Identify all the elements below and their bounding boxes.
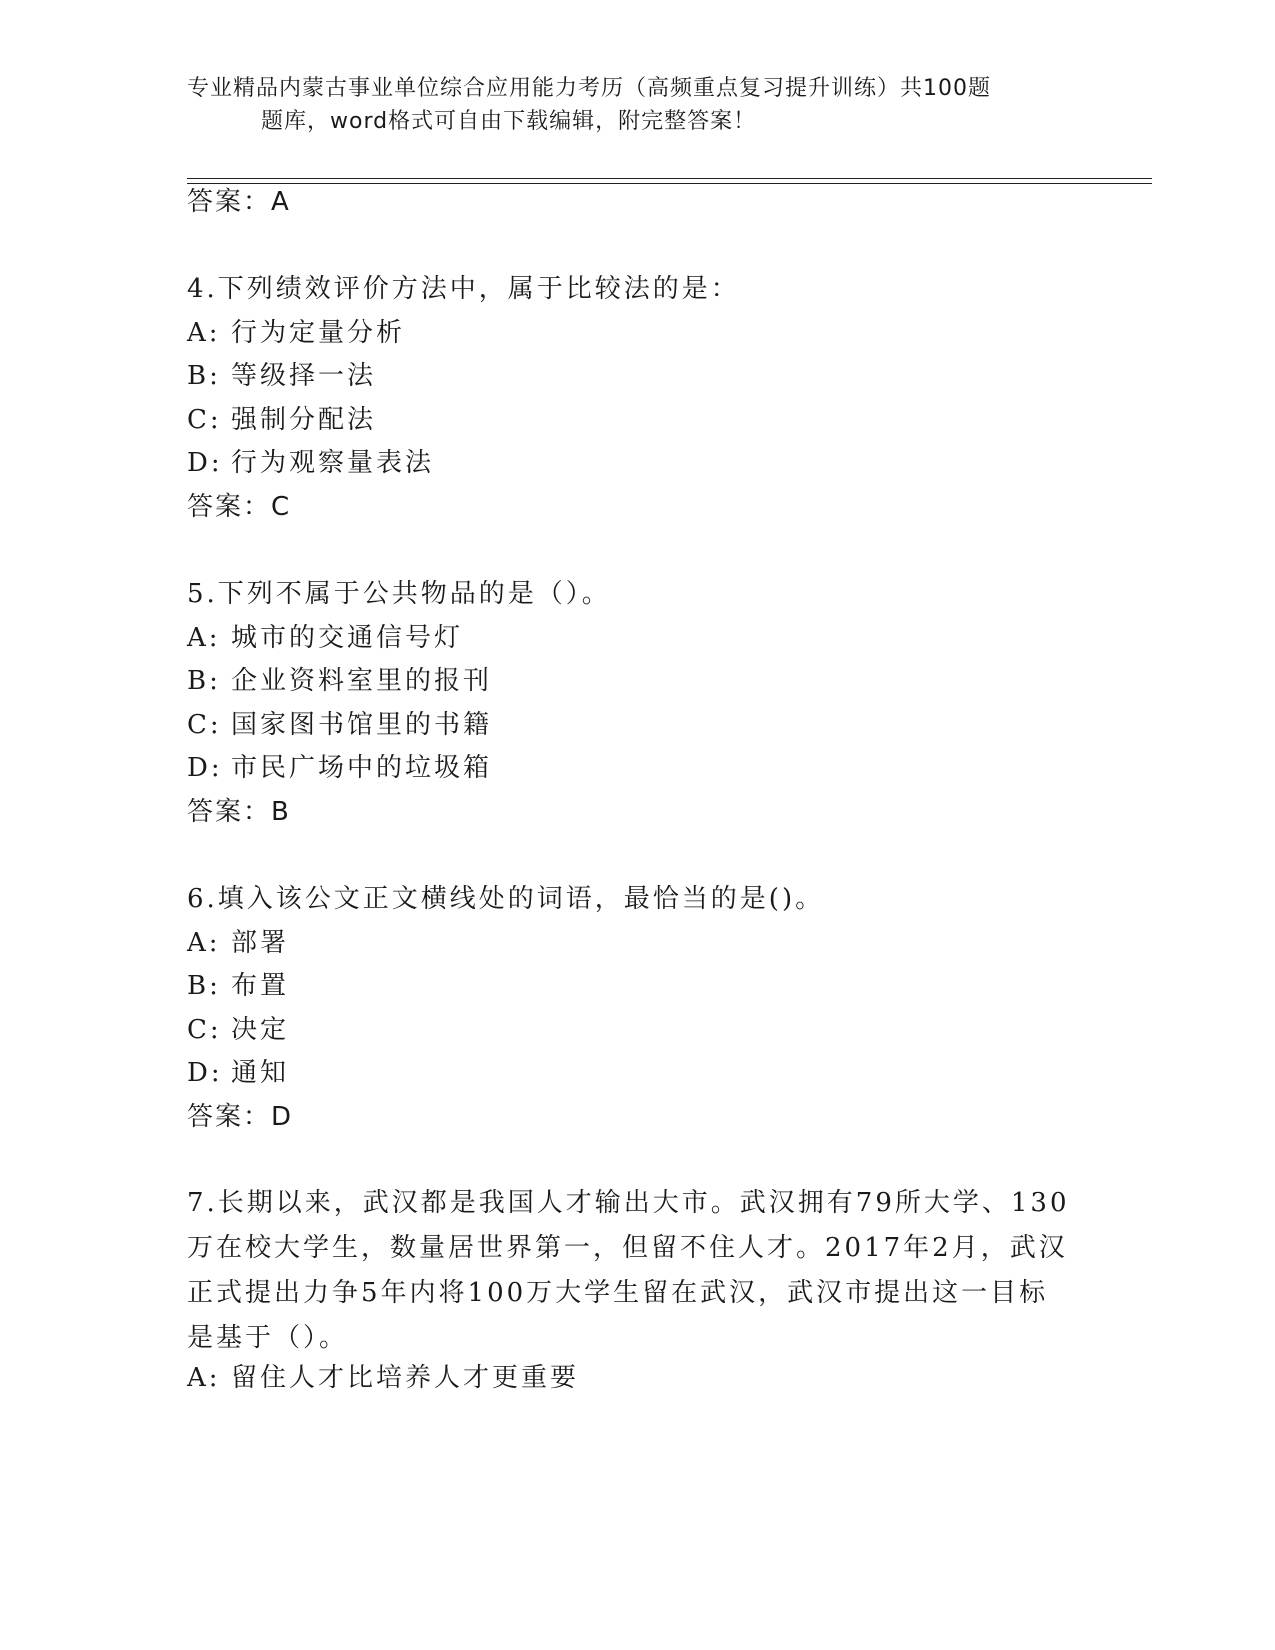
question-4-stem: 4.下列绩效评价方法中，属于比较法的是：: [187, 274, 740, 304]
header-title-line1: 专业精品内蒙古事业单位综合应用能力考历（高频重点复习提升训练）共100题: [187, 76, 991, 101]
question-6-option-d: [187, 1057, 289, 1089]
question-4-option-b: [187, 360, 376, 392]
option-key: A:: [187, 318, 221, 348]
option-text: 部署: [231, 928, 290, 958]
question-7-option-a: [187, 1362, 579, 1394]
question-4-option-a: [187, 317, 405, 349]
question-5-option-d: [187, 752, 492, 784]
option-text: 布置: [231, 971, 290, 1001]
option-key: A:: [187, 623, 221, 653]
option-text: 行为观察量表法: [231, 448, 435, 478]
option-key: C:: [187, 710, 222, 740]
question-7-stem-line: 正式提出力争5年内将100万大学生留在武汉，武汉市提出这一目标: [187, 1278, 1049, 1308]
header-title-line2: 题库，word格式可自由下载编辑，附完整答案！: [261, 109, 757, 134]
question-5-option-c: [187, 709, 492, 741]
option-text: 强制分配法: [231, 405, 377, 435]
option-key: B:: [187, 971, 221, 1001]
option-text: 行为定量分析: [231, 318, 406, 348]
option-text: 国家图书馆里的书籍: [231, 710, 493, 740]
option-key: B:: [187, 361, 221, 391]
option-text: 留住人才比培养人才更重要: [231, 1363, 580, 1393]
question-4-option-d: [187, 447, 434, 479]
header-divider-bottom: [187, 183, 1152, 184]
option-text: 城市的交通信号灯: [231, 623, 464, 653]
question-7-stem: [187, 1181, 1070, 1361]
question-5-option-b: [187, 665, 492, 697]
question-6-answer: 答案：D: [187, 1102, 294, 1132]
question-7-stem-line: 万在校大学生，数量居世界第一，但留不住人才。2017年2月，武汉: [187, 1233, 1068, 1263]
question-4-answer: 答案：C: [187, 492, 292, 522]
option-key: D:: [187, 753, 223, 783]
question-6-option-c: [187, 1014, 289, 1046]
option-text: 等级择一法: [231, 361, 377, 391]
option-key: C:: [187, 1015, 222, 1045]
question-5-stem: 5.下列不属于公共物品的是（）。: [187, 579, 611, 609]
answer-previous: 答案：A: [187, 187, 291, 217]
question-4-option-c: [187, 404, 376, 436]
option-key: B:: [187, 666, 221, 696]
document-header: [187, 72, 1067, 138]
question-5-answer: 答案：B: [187, 797, 291, 827]
question-7-stem-line: 7.长期以来，武汉都是我国人才输出大市。武汉拥有79所大学、130: [187, 1188, 1070, 1218]
option-text: 通知: [231, 1058, 290, 1088]
question-6-option-a: [187, 927, 289, 959]
option-key: C:: [187, 405, 222, 435]
option-text: 市民广场中的垃圾箱: [231, 753, 493, 783]
option-key: D:: [187, 448, 223, 478]
question-6-stem: 6.填入该公文正文横线处的词语，最恰当的是()。: [187, 884, 825, 914]
option-key: A:: [187, 928, 221, 958]
question-6-option-b: [187, 970, 289, 1002]
option-text: 企业资料室里的报刊: [231, 666, 493, 696]
option-key: D:: [187, 1058, 223, 1088]
option-text: 决定: [231, 1015, 290, 1045]
header-divider-top: [187, 178, 1152, 179]
question-5-option-a: [187, 622, 463, 654]
option-key: A:: [187, 1363, 221, 1393]
question-7-stem-line: 是基于（）。: [187, 1323, 349, 1353]
